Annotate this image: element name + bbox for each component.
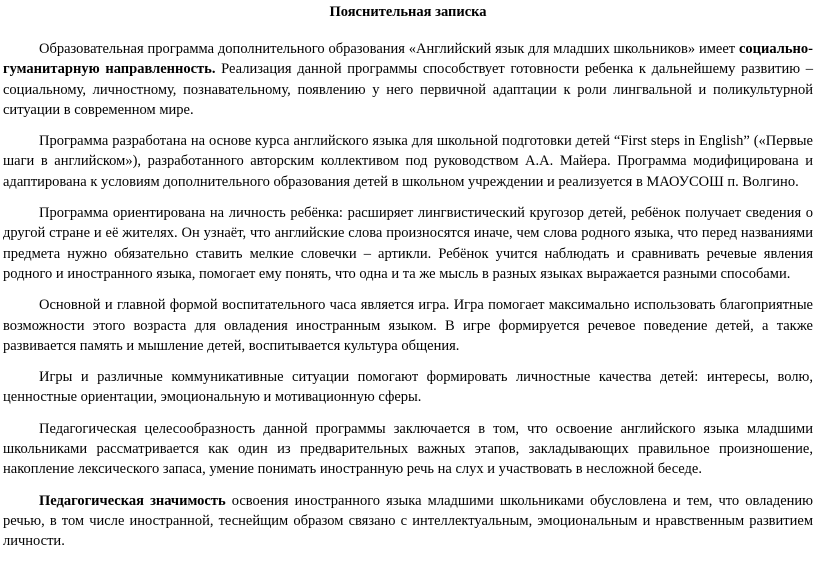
paragraph-significance <box>3 491 813 552</box>
paragraph-orientation: Программа ориентирована на личность ребёнка: расширяет лингвистический кругозор детей, ребёнок получает сведения о другой стране и её жителях. Он узнаёт, что английские слова произносятся иначе, чем слова родного языка, что перед названиями предмета нужно обязательно ставить мелкие словечки – артикли. Ребёнок учится наблюдать и сравнивать речевые явления родного и иностранного языка, помогает ему понять, что одна и та же мысль в разных языках выражается разными способами. <box>3 205 813 282</box>
document-title: Пояснительная записка <box>329 4 487 20</box>
paragraph-expediency: Педагогическая целесообразность данной программы заключается в том, что освоение английского языка младшими школьниками рассматривается как один из предварительных важных этапов, закладывающих правильное произношение, накопление лексического запаса, умение понимать иностранную речь на слух и участвовать в несложной беседе. <box>3 420 813 478</box>
paragraph-purpose-rest: Реализация данной программы способствует готовности ребенка к дальнейшему развитию – социальному, личностному, познавательному, появлению у него первичной адаптации к роли лингвальной и поликультурной ситуации в современном мире. <box>3 61 813 118</box>
paragraph-purpose <box>3 39 813 120</box>
paragraph-purpose-lead: Образовательная программа дополнительного образования «Английский язык для младших школьников» имеет <box>39 41 739 57</box>
paragraph-game-form: Основной и главной формой воспитательного часа является игра. Игра помогает максимально использовать благоприятные возможности этого возраста для овладения иностранным языком. В игре формируется речевое поведение детей, а также развивается память и мышление детей, воспитывается культура общения. <box>3 297 813 354</box>
paragraph-communication: Игры и различные коммуникативные ситуации помогают формировать личностные качества детей: интересы, волю, ценностные ориентации, эмоциональную и мотивационную сферы. <box>3 369 813 406</box>
paragraph-significance-rest: освоения иностранного языка младшими школьниками обусловлена и тем, что овладению речью, в том числе иностранной, теснейщим образом связано с интеллектуальным, эмоциональным и нравственным развитием личности. <box>3 492 813 550</box>
direction-emphasis: социально-гуманитарную направленность. <box>3 41 813 78</box>
paragraph-basis: Программа разработана на основе курса английского языка для школьной подготовки детей “First steps in English” («Первые шаги в английском»), разработанного авторским коллективом под руководством А.А. Майера. Программа модифицирована и адаптирована к условиям дополнительного образования детей в школьном учреждении и реализуется в МАОУСОШ п. Волгино. <box>3 133 813 190</box>
significance-emphasis: Педагогическая значимость <box>39 492 226 509</box>
